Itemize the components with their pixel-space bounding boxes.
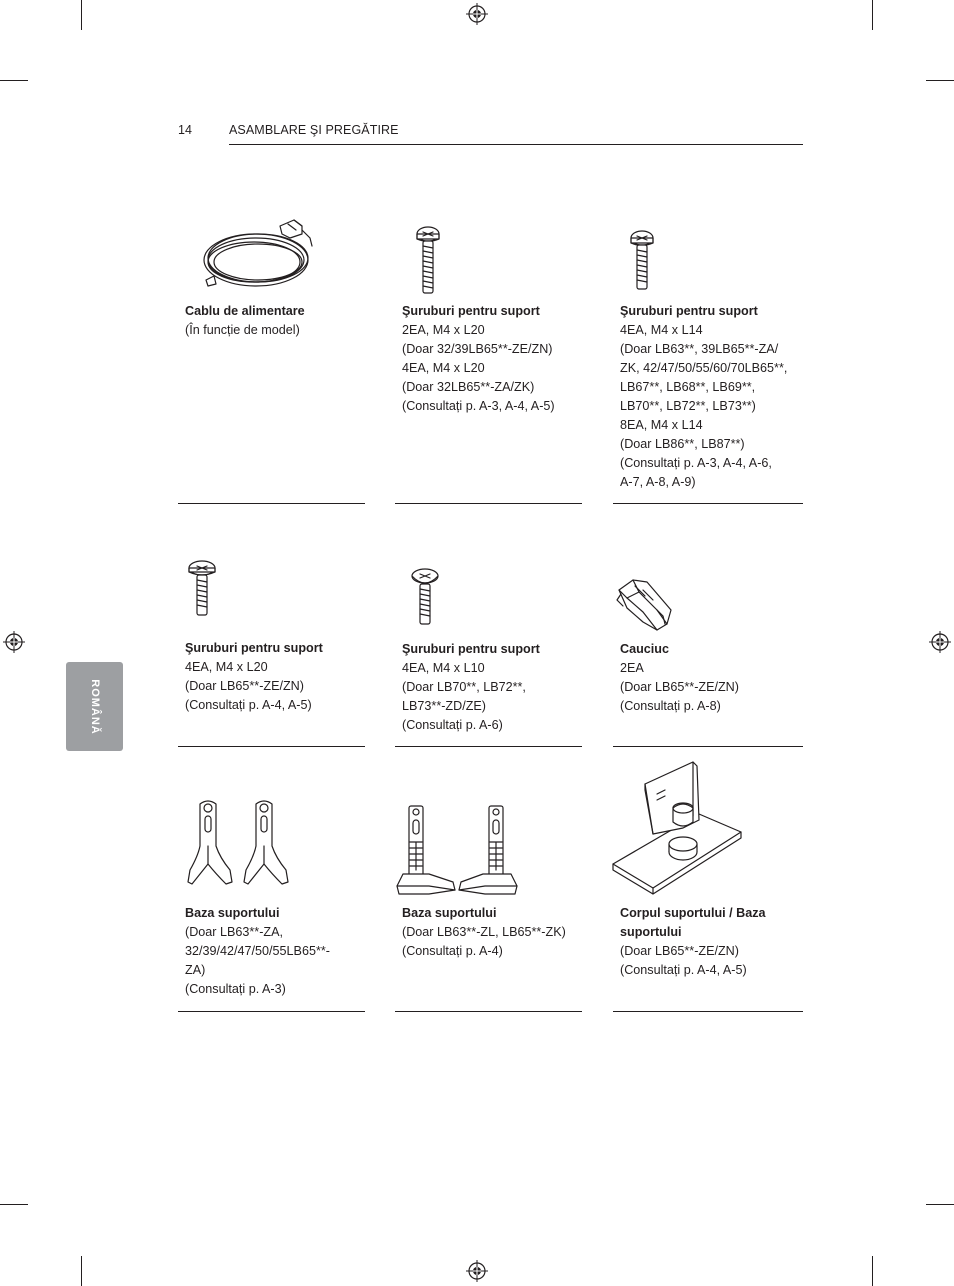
item-line: 4EA, M4 x L20 [185,660,268,674]
section-title: ASAMBLARE ŞI PREGĂTIRE [229,123,399,137]
crop-mark [81,0,82,30]
item-stand-base-feet [395,790,582,1013]
item-name: Şuruburi pentru suport [402,642,540,656]
item-line: LB70**, LB72**, LB73**) [620,399,756,413]
item-line: (Consultați p. A-6) [402,718,503,732]
crop-mark [0,1204,28,1205]
item-line: (Consultați p. A-8) [620,699,721,713]
item-line: (Doar LB63**-ZA, [185,925,283,939]
item-line: (Doar LB65**-ZE/ZN) [620,944,739,958]
registration-mark-icon [3,631,25,653]
rubber-pad-icon [613,576,675,634]
item-line: LB73**-ZD/ZE) [402,699,486,713]
item-stand-screws-2 [613,210,803,505]
item-line: (Doar LB70**, LB72**, [402,680,526,694]
item-line: (Doar 32LB65**-ZA/ZK) [402,380,535,394]
item-name: Şuruburi pentru suport [402,304,540,318]
item-stand-body-base [613,760,803,1013]
item-line: (Doar LB86**, LB87**) [620,437,745,451]
crop-mark [926,80,954,81]
screw-icon [415,226,441,296]
item-line: A-7, A-8, A-9) [620,475,696,489]
registration-mark-icon [929,631,951,653]
crop-mark [872,0,873,30]
item-line: (Consultați p. A-3, A-4, A-5) [402,399,555,413]
item-name: Cauciuc [620,642,669,656]
item-rule [395,746,582,747]
item-stand-screws-3 [178,550,365,748]
item-line: 4EA, M4 x L20 [402,361,485,375]
item-line: (Consultați p. A-4) [402,944,503,958]
item-line: 2EA, M4 x L20 [402,323,485,337]
item-line: ZK, 42/47/50/55/60/70LB65**, [620,361,788,375]
language-tab [66,662,123,751]
registration-mark-icon [466,3,488,25]
screw-icon [411,568,439,626]
item-line: (Doar LB63**-ZL, LB65**-ZK) [402,925,566,939]
item-name: Baza suportului [185,906,280,920]
item-name-cont: suportului [620,925,682,939]
item-name: Şuruburi pentru suport [620,304,758,318]
item-line: LB67**, LB68**, LB69**, [620,380,756,394]
item-rule [178,503,365,504]
item-line: (Doar 32/39LB65**-ZE/ZN) [402,342,553,356]
power-cord-icon [202,216,317,292]
item-line: (Doar LB65**-ZE/ZN) [620,680,739,694]
crop-mark [81,1256,82,1286]
registration-mark-icon [466,1260,488,1282]
item-name: Baza suportului [402,906,497,920]
item-line: (Consultați p. A-4, A-5) [620,963,747,977]
crop-mark [0,80,28,81]
item-line: (În funcție de model) [185,323,300,337]
item-line: 32/39/42/47/50/55LB65**- [185,944,330,958]
item-line: ZA) [185,963,206,977]
item-rule [395,503,582,504]
screw-icon [629,230,655,292]
item-rule [613,746,803,747]
item-rule [178,1011,365,1012]
item-stand-screws-1 [395,210,582,505]
item-line: (Consultați p. A-3, A-4, A-6, [620,456,772,470]
item-name: Şuruburi pentru suport [185,641,323,655]
item-name: Corpul suportului / Baza [620,906,766,920]
item-line: 2EA [620,661,644,675]
crop-mark [926,1204,954,1205]
header-rule [229,144,803,145]
stand-legs-icon [186,794,298,888]
item-rubber-pad [613,550,803,748]
item-line: (Doar LB63**, 39LB65**-ZA/ [620,342,779,356]
stand-feet-icon [395,802,521,896]
item-rule [613,503,803,504]
screw-icon [188,560,216,618]
item-rule [178,746,365,747]
item-line: 4EA, M4 x L14 [620,323,703,337]
item-line: 8EA, M4 x L14 [620,418,703,432]
item-line: 4EA, M4 x L10 [402,661,485,675]
item-line: (Consultați p. A-3) [185,982,286,996]
item-stand-screws-4 [395,550,582,748]
item-line: (Consultați p. A-4, A-5) [185,698,312,712]
item-stand-base-legs [178,790,365,1013]
language-tab-label: ROMÂNĂ [88,678,101,735]
page-number: 14 [178,123,192,137]
item-name: Cablu de alimentare [185,304,305,318]
item-line: (Doar LB65**-ZE/ZN) [185,679,304,693]
item-rule [613,1011,803,1012]
stand-body-base-icon [613,760,743,890]
crop-mark [872,1256,873,1286]
item-rule [395,1011,582,1012]
item-power-cord [178,210,365,505]
